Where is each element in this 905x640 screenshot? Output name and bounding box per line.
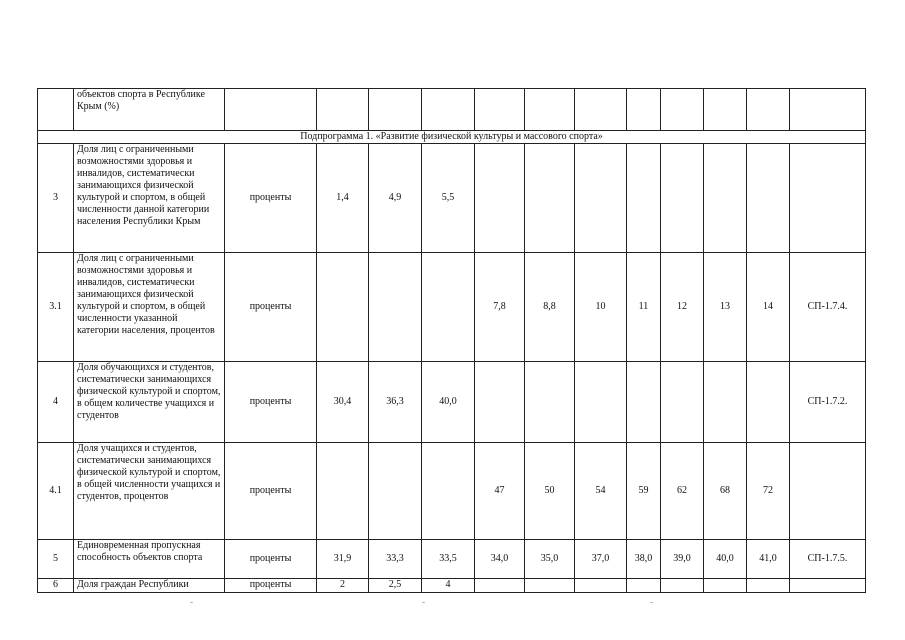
value-cell [747, 144, 790, 253]
value-cell: 40,0 [704, 540, 747, 579]
value-cell [525, 362, 575, 443]
indicator-name: Доля обучающихся и студентов, систематически занимающихся физической культурой и спортом, в общем количестве учащихся и студентов [74, 362, 225, 443]
row-number: 3.1 [38, 253, 74, 362]
value-cell: 14 [747, 253, 790, 362]
value-cell [704, 89, 747, 131]
value-cell [525, 579, 575, 593]
table-row [38, 144, 866, 253]
value-cell: 50 [525, 443, 575, 540]
value-cell: 30,4 [317, 362, 369, 443]
value-cell: 33,3 [369, 540, 422, 579]
value-cell: 34,0 [475, 540, 525, 579]
unit-cell: проценты [225, 144, 317, 253]
value-cell: 4 [422, 579, 475, 593]
value-cell [475, 362, 525, 443]
value-cell: 59 [627, 443, 661, 540]
value-cell: 31,9 [317, 540, 369, 579]
value-cell: 2 [317, 579, 369, 593]
table-row [38, 362, 866, 443]
row-number: 3 [38, 144, 74, 253]
value-cell: 35,0 [525, 540, 575, 579]
table-row [38, 579, 866, 593]
code-cell [790, 579, 866, 593]
value-cell [525, 89, 575, 131]
value-cell [422, 443, 475, 540]
value-cell: 2,5 [369, 579, 422, 593]
indicator-name: Доля лиц с ограниченными возможностями здоровья и инвалидов, систематически занимающихся физической культурой и спортом, в общей численности данной категории населения Республики Крым [74, 144, 225, 253]
value-cell [475, 579, 525, 593]
value-cell: 11 [627, 253, 661, 362]
value-cell: 39,0 [661, 540, 704, 579]
row-number: 4.1 [38, 443, 74, 540]
value-cell: 72 [747, 443, 790, 540]
value-cell [575, 144, 627, 253]
table-row [38, 253, 866, 362]
row-number [38, 89, 74, 131]
code-cell: СП-1.7.2. [790, 362, 866, 443]
row-number: 5 [38, 540, 74, 579]
indicator-name: объектов спорта в Республике Крым (%) [74, 89, 225, 131]
value-cell: 4,9 [369, 144, 422, 253]
indicators-table [37, 88, 866, 593]
value-cell: 7,8 [475, 253, 525, 362]
value-cell [627, 144, 661, 253]
code-cell: СП-1.7.5. [790, 540, 866, 579]
subprogram-row [38, 131, 866, 144]
value-cell: 40,0 [422, 362, 475, 443]
scan-artifact-marks [150, 602, 670, 604]
unit-cell: проценты [225, 362, 317, 443]
value-cell [627, 89, 661, 131]
value-cell [369, 443, 422, 540]
value-cell: 33,5 [422, 540, 475, 579]
unit-cell: проценты [225, 540, 317, 579]
value-cell [475, 89, 525, 131]
value-cell: 37,0 [575, 540, 627, 579]
code-cell: СП-1.7.4. [790, 253, 866, 362]
value-cell [317, 443, 369, 540]
value-cell: 68 [704, 443, 747, 540]
indicator-name: Единовременная пропускная способность объектов спорта [74, 540, 225, 579]
value-cell: 38,0 [627, 540, 661, 579]
code-cell [790, 144, 866, 253]
value-cell [661, 144, 704, 253]
indicator-name: Доля лиц с ограниченными возможностями здоровья и инвалидов, систематически занимающихся физической культурой и спортом, в общей численности указанной категории населения, процентов [74, 253, 225, 362]
table-row [38, 540, 866, 579]
code-cell [790, 89, 866, 131]
value-cell: 8,8 [525, 253, 575, 362]
value-cell [575, 89, 627, 131]
value-cell [369, 253, 422, 362]
value-cell: 54 [575, 443, 627, 540]
value-cell [747, 579, 790, 593]
value-cell [525, 144, 575, 253]
value-cell [422, 89, 475, 131]
value-cell [704, 362, 747, 443]
indicator-name: Доля учащихся и студентов, систематически занимающихся физической культурой и спортом, в общей численности учащихся и студентов, процентов [74, 443, 225, 540]
row-number: 6 [38, 579, 74, 593]
unit-cell: проценты [225, 579, 317, 593]
value-cell [317, 253, 369, 362]
value-cell: 5,5 [422, 144, 475, 253]
value-cell: 13 [704, 253, 747, 362]
value-cell [661, 362, 704, 443]
value-cell: 62 [661, 443, 704, 540]
subprogram-title: Подпрограмма 1. «Развитие физической культуры и массового спорта» [38, 131, 866, 144]
table-row [38, 443, 866, 540]
value-cell [317, 89, 369, 131]
value-cell [704, 144, 747, 253]
value-cell [747, 362, 790, 443]
value-cell [627, 579, 661, 593]
unit-cell [225, 89, 317, 131]
value-cell: 36,3 [369, 362, 422, 443]
value-cell: 1,4 [317, 144, 369, 253]
value-cell [422, 253, 475, 362]
value-cell: 12 [661, 253, 704, 362]
value-cell [747, 89, 790, 131]
value-cell [661, 89, 704, 131]
value-cell: 10 [575, 253, 627, 362]
table-row [38, 89, 866, 131]
unit-cell: проценты [225, 253, 317, 362]
code-cell [790, 443, 866, 540]
value-cell [369, 89, 422, 131]
value-cell [575, 362, 627, 443]
value-cell [704, 579, 747, 593]
value-cell [575, 579, 627, 593]
row-number: 4 [38, 362, 74, 443]
value-cell: 41,0 [747, 540, 790, 579]
unit-cell: проценты [225, 443, 317, 540]
value-cell: 47 [475, 443, 525, 540]
value-cell [475, 144, 525, 253]
value-cell [627, 362, 661, 443]
value-cell [661, 579, 704, 593]
indicator-name: Доля граждан Республики [74, 579, 225, 593]
